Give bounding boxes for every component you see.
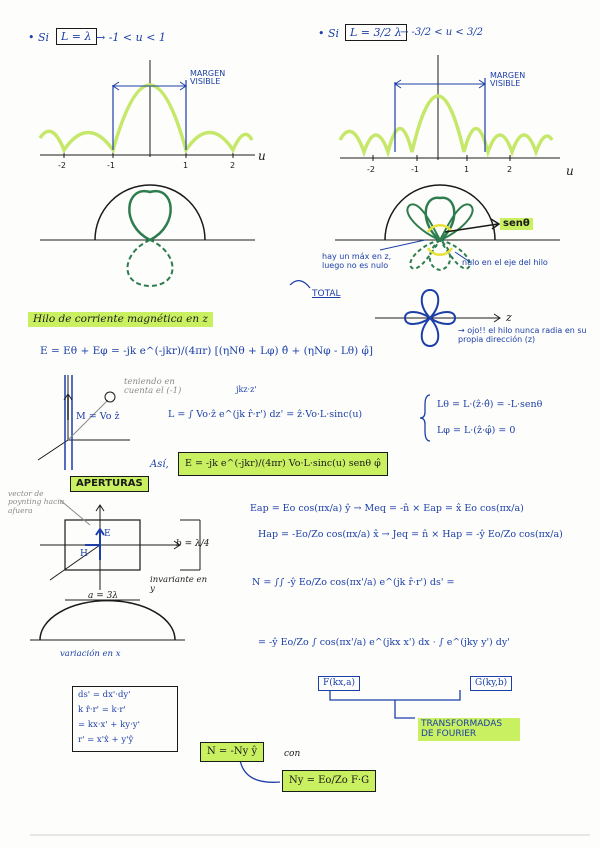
apertures-x-var: variación en x	[60, 649, 121, 659]
apertures-b-label: b = λ/4	[176, 539, 210, 549]
tr-axis-var: u	[566, 164, 574, 178]
tr-null-note: nulo en el eje del hilo	[462, 258, 548, 267]
tr-tick-1: -2	[367, 165, 375, 174]
magnetic-brace-a: Lθ = L·(ẑ·θ̂) = -L·senθ	[437, 399, 543, 410]
magnetic-brace-b: Lφ = L·(ẑ·φ̂) = 0	[437, 425, 516, 436]
top-right-pattern-plot	[340, 55, 560, 161]
apertures-eq-n2: = -ŷ Eo/Zo ∫ cos(πx'/a) e^(jkx x') dx · ∫ e^(jky y') dy'	[258, 637, 510, 648]
apertures-eq-hap: Hap = -Eo/Zo cos(πx/a) x̂ → Jeq = n̂ × Hap = -ŷ Eo/Zo cos(πx/a)	[258, 529, 563, 540]
magnetic-phase: jkz·z'	[236, 385, 257, 394]
apertures-poynting: vector de poynting hacia afuera	[8, 489, 65, 515]
tl-tick-4: 2	[230, 161, 236, 170]
magnetic-title: Hilo de corriente magnética en z	[28, 312, 213, 327]
tr-sen-label: senθ	[500, 218, 533, 230]
apertures-fourier: TRANSFORMADAS DE FOURIER	[418, 718, 520, 741]
tl-condition-box: L = λ	[56, 28, 97, 45]
tr-range: → -3/2 < u < 3/2	[400, 27, 484, 38]
magnetic-axes	[38, 375, 130, 470]
magnetic-eq-result: E = -jk e^(-jkr)/(4πr) Vo·L·sinc(u) senθ φ̂	[178, 452, 388, 476]
tl-tick-2: -1	[107, 161, 115, 170]
tr-z-label: z	[506, 311, 512, 324]
magnetic-m-label: M = Vo ẑ	[76, 411, 120, 422]
apertures-e-label: E	[104, 529, 111, 539]
magnetic-asi: Así,	[150, 459, 169, 470]
apertures-n-box: N = -Ny ŷ	[200, 742, 264, 762]
tr-tick-3: 1	[464, 165, 470, 174]
def-line-2: k r̂·r' = k·r'	[78, 705, 126, 715]
apertures-title: APERTURAS	[70, 476, 149, 492]
tr-margin-label: MARGEN VISIBLE	[490, 71, 526, 88]
tl-margin-label: MARGEN VISIBLE	[190, 69, 226, 86]
top-right-polar-plot	[290, 185, 560, 288]
magnetic-note: teniendo en cuenta el (-1)	[124, 377, 182, 396]
apertures-eq-n: N = ∫∫ -ŷ Eo/Zo cos(πx'/a) e^(jk r̂·r') ds' =	[252, 577, 455, 588]
def-line-1: ds' = dx'·dy'	[78, 690, 131, 700]
apertures-a-label: a = 3λ	[88, 591, 119, 601]
tl-condition: • Si	[28, 31, 50, 44]
top-left-polar-plot	[40, 185, 255, 286]
tr-tick-4: 2	[507, 165, 513, 174]
tl-range: → -1 < u < 1	[96, 31, 166, 44]
tr-max-note: hay un máx en z, luego no es nulo	[322, 252, 392, 271]
tl-tick-1: -2	[58, 161, 66, 170]
def-line-3: = kx·x' + ky·y'	[78, 720, 140, 730]
definitions-box	[72, 686, 178, 752]
magnetic-eq-main: E = Eθ + Eφ = -jk e^(-jkr)/(4πr) [(ηNθ + Lφ) θ̂ + (ηNφ - Lθ) φ̂]	[40, 345, 373, 357]
apertures-g-box: G(ky,b)	[470, 676, 512, 691]
tl-tick-3: 1	[183, 161, 189, 170]
tr-hilo-note: → ojo!! el hilo nunca radia en su propia dirección (z)	[458, 326, 587, 345]
def-line-4: r' = x'x̂ + y'ŷ	[78, 735, 134, 745]
tr-condition: • Si	[318, 27, 340, 40]
tr-total-label: TOTAL	[312, 289, 341, 299]
tr-tick-2: -1	[411, 165, 419, 174]
apertures-eq-eap: Eap = Eo cos(πx/a) ŷ → Meq = -n̂ × Eap = x̂ Eo cos(πx/a)	[250, 503, 524, 514]
apertures-h-label: H	[80, 549, 88, 559]
aperture-diagram	[30, 500, 200, 640]
apertures-f-box: F(kx,a)	[318, 676, 360, 691]
apertures-con: con	[284, 749, 301, 759]
apertures-y-var: invariante en y	[150, 575, 208, 594]
tr-condition-box: L = 3/2 λ	[345, 24, 407, 41]
tl-axis-var: u	[258, 149, 266, 163]
apertures-ny-box: Ny = Eo/Zo F·G	[282, 770, 376, 792]
magnetic-eq-l: L = ∫ Vo·ẑ e^(jk r̂·r') dz' = ẑ·Vo·L·sinc(u)	[168, 409, 363, 420]
